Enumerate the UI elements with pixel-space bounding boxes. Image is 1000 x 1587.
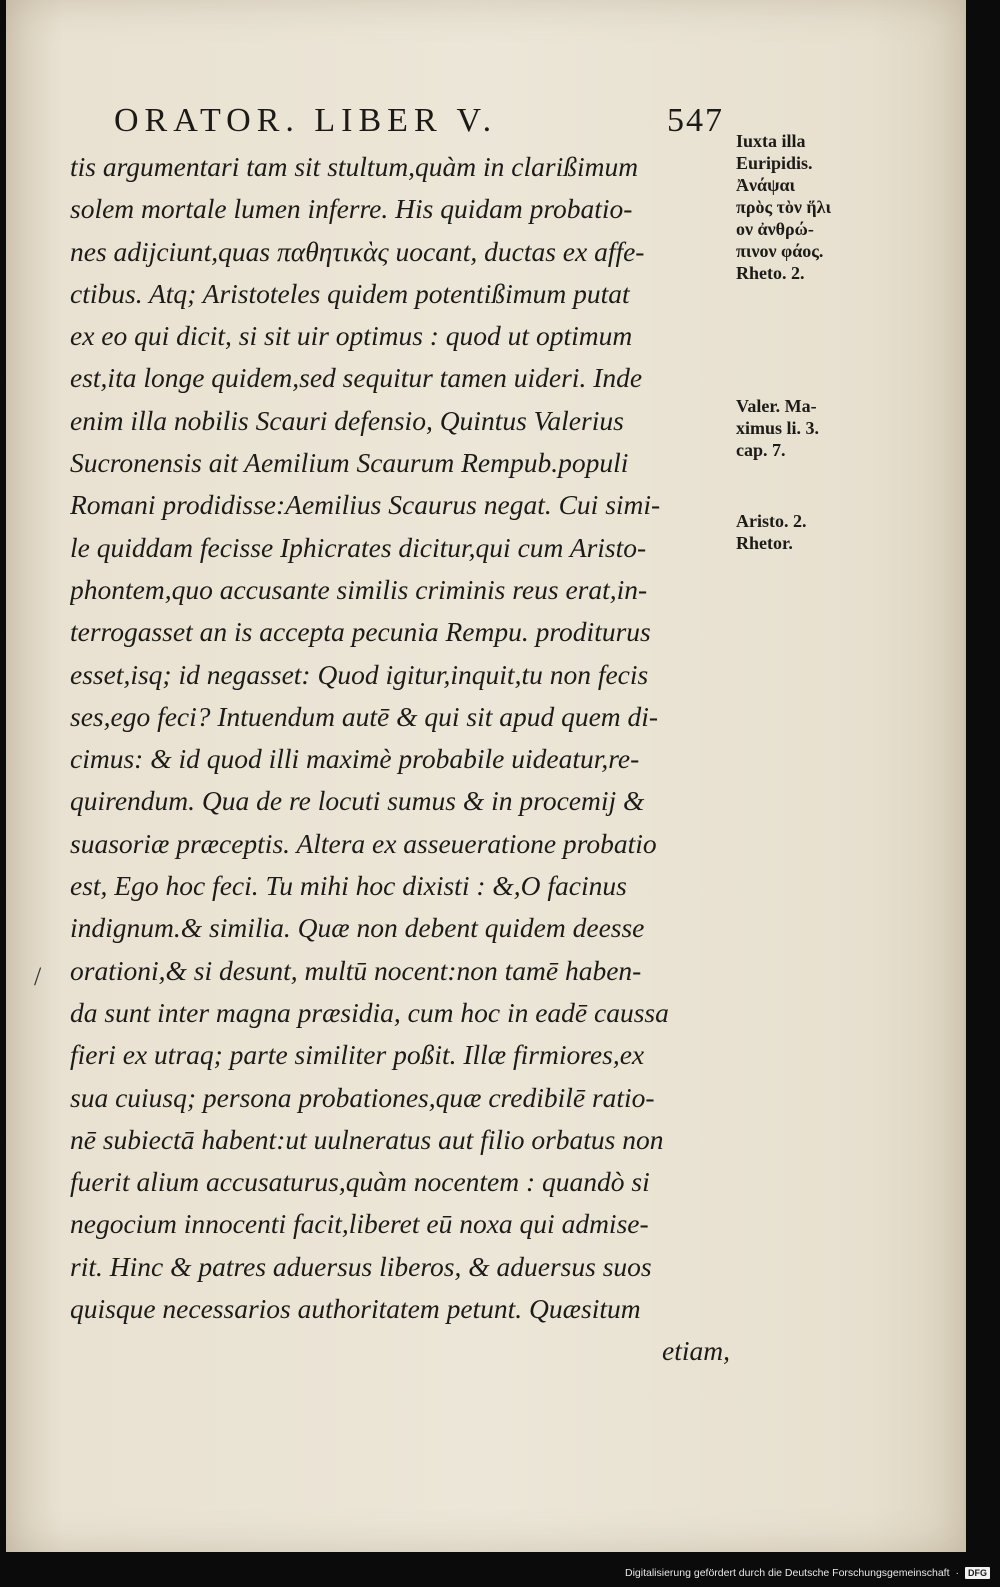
text-line: cimus: & id quod illi maximè probabile uideatur,re- xyxy=(70,743,640,775)
digitization-footer xyxy=(625,1563,990,1583)
text-line: fuerit alium accusaturus,quàm nocentem : quandò si xyxy=(70,1166,650,1198)
text-line: suasoriæ præceptis. Altera ex asseueratione probatio xyxy=(70,827,657,859)
text-line: ses,ego feci? Intuendum autē & qui sit apud quem di- xyxy=(70,700,659,732)
text-line: ctibus. Atq; Aristoteles quidem potentißimum putat xyxy=(70,277,630,309)
margin-note-valerius xyxy=(736,395,886,461)
running-header xyxy=(114,102,724,146)
text-line: le quiddam fecisse Iphicrates dicitur,qui cum Aristo- xyxy=(70,531,647,563)
text-line: indignum.& similia. Quæ non debent quidem deesse xyxy=(70,912,645,944)
text-line: sua cuiusq; persona probationes,quæ credibilē ratio- xyxy=(70,1081,655,1113)
text-line: rit. Hinc & patres aduersus liberos, & aduersus suos xyxy=(70,1250,652,1282)
dfg-logo-icon: DFG xyxy=(965,1567,990,1579)
text-line: orationi,& si desunt, multū nocent:non tamē haben- xyxy=(70,954,642,986)
margin-line: Iuxta illa xyxy=(736,131,806,151)
margin-line: Rhetor. xyxy=(736,533,793,553)
text-line: phontem,quo accusante similis criminis reus erat,in- xyxy=(70,573,648,605)
text-line: quisque necessarios authoritatem petunt. Quæsitum xyxy=(70,1293,641,1325)
margin-note-euripides xyxy=(736,130,886,284)
text-line: solem mortale lumen inferre. His quidam probatio- xyxy=(70,193,633,225)
text-line: est, Ego hoc feci. Tu mihi hoc dixisti : &,O facinus xyxy=(70,870,627,902)
text-line: Romani prodidisse:Aemilius Scaurus negat. Cui simi- xyxy=(70,489,661,521)
footer-credit: Digitalisierung gefördert durch die Deutsche Forschungsgemeinschaft xyxy=(624,1567,950,1579)
text-line: negocium innocenti facit,liberet eū noxa qui admise- xyxy=(70,1208,649,1240)
margin-line: Valer. Ma- xyxy=(736,396,817,416)
text-line: nes adijciunt,quas παθητικὰς uocant, ductas ex affe- xyxy=(70,235,645,267)
text-line: nē subiectā habent:ut uulneratus aut filio orbatus non xyxy=(70,1123,664,1155)
text-line: fieri ex utraq; parte similiter poßit. Illæ firmiores,ex xyxy=(70,1039,645,1071)
text-line: ex eo qui dicit, si sit uir optimus : quod ut optimum xyxy=(70,320,633,352)
footer-separator: · xyxy=(955,1567,959,1579)
text-line: esset,isq; id negasset: Quod igitur,inquit,tu non fecis xyxy=(70,658,649,690)
page-number: 547 xyxy=(667,102,724,139)
text-line: Sucronensis ait Aemilium Scaurum Rempub.populi xyxy=(70,447,629,479)
book-page xyxy=(6,0,966,1552)
text-line: enim illa nobilis Scauri defensio, Quintus Valerius xyxy=(70,404,624,436)
margin-line: cap. 7. xyxy=(736,440,786,460)
text-line: quirendum. Qua de re locuti sumus & in procemij & xyxy=(70,785,645,817)
margin-line: Rheto. 2. xyxy=(736,263,805,283)
margin-note-aristotle xyxy=(736,510,886,554)
catchword: etiam, xyxy=(662,1335,730,1367)
text-line: est,ita longe quidem,sed sequitur tamen uideri. Inde xyxy=(70,362,643,394)
margin-line: πρὸς τὸν ἥλι xyxy=(736,197,832,217)
body-text xyxy=(70,146,730,1373)
margin-line: ον ἀνθρώ- xyxy=(736,219,814,239)
margin-pen-mark: / xyxy=(34,962,42,991)
margin-line: ximus li. 3. xyxy=(736,418,820,438)
text-line: tis argumentari tam sit stultum,quàm in clarißimum xyxy=(70,151,639,182)
margin-line: Euripidis. xyxy=(736,153,813,173)
margin-line: Aristo. 2. xyxy=(736,511,807,531)
margin-line: Ἀνάψαι xyxy=(736,175,796,195)
margin-line: πινον φάος. xyxy=(736,241,824,261)
running-title: ORATOR. LIBER V. xyxy=(114,102,498,139)
text-line: terrogasset an is accepta pecunia Rempu. proditurus xyxy=(70,616,651,648)
text-line: da sunt inter magna præsidia, cum hoc in eadē caussa xyxy=(70,996,669,1028)
